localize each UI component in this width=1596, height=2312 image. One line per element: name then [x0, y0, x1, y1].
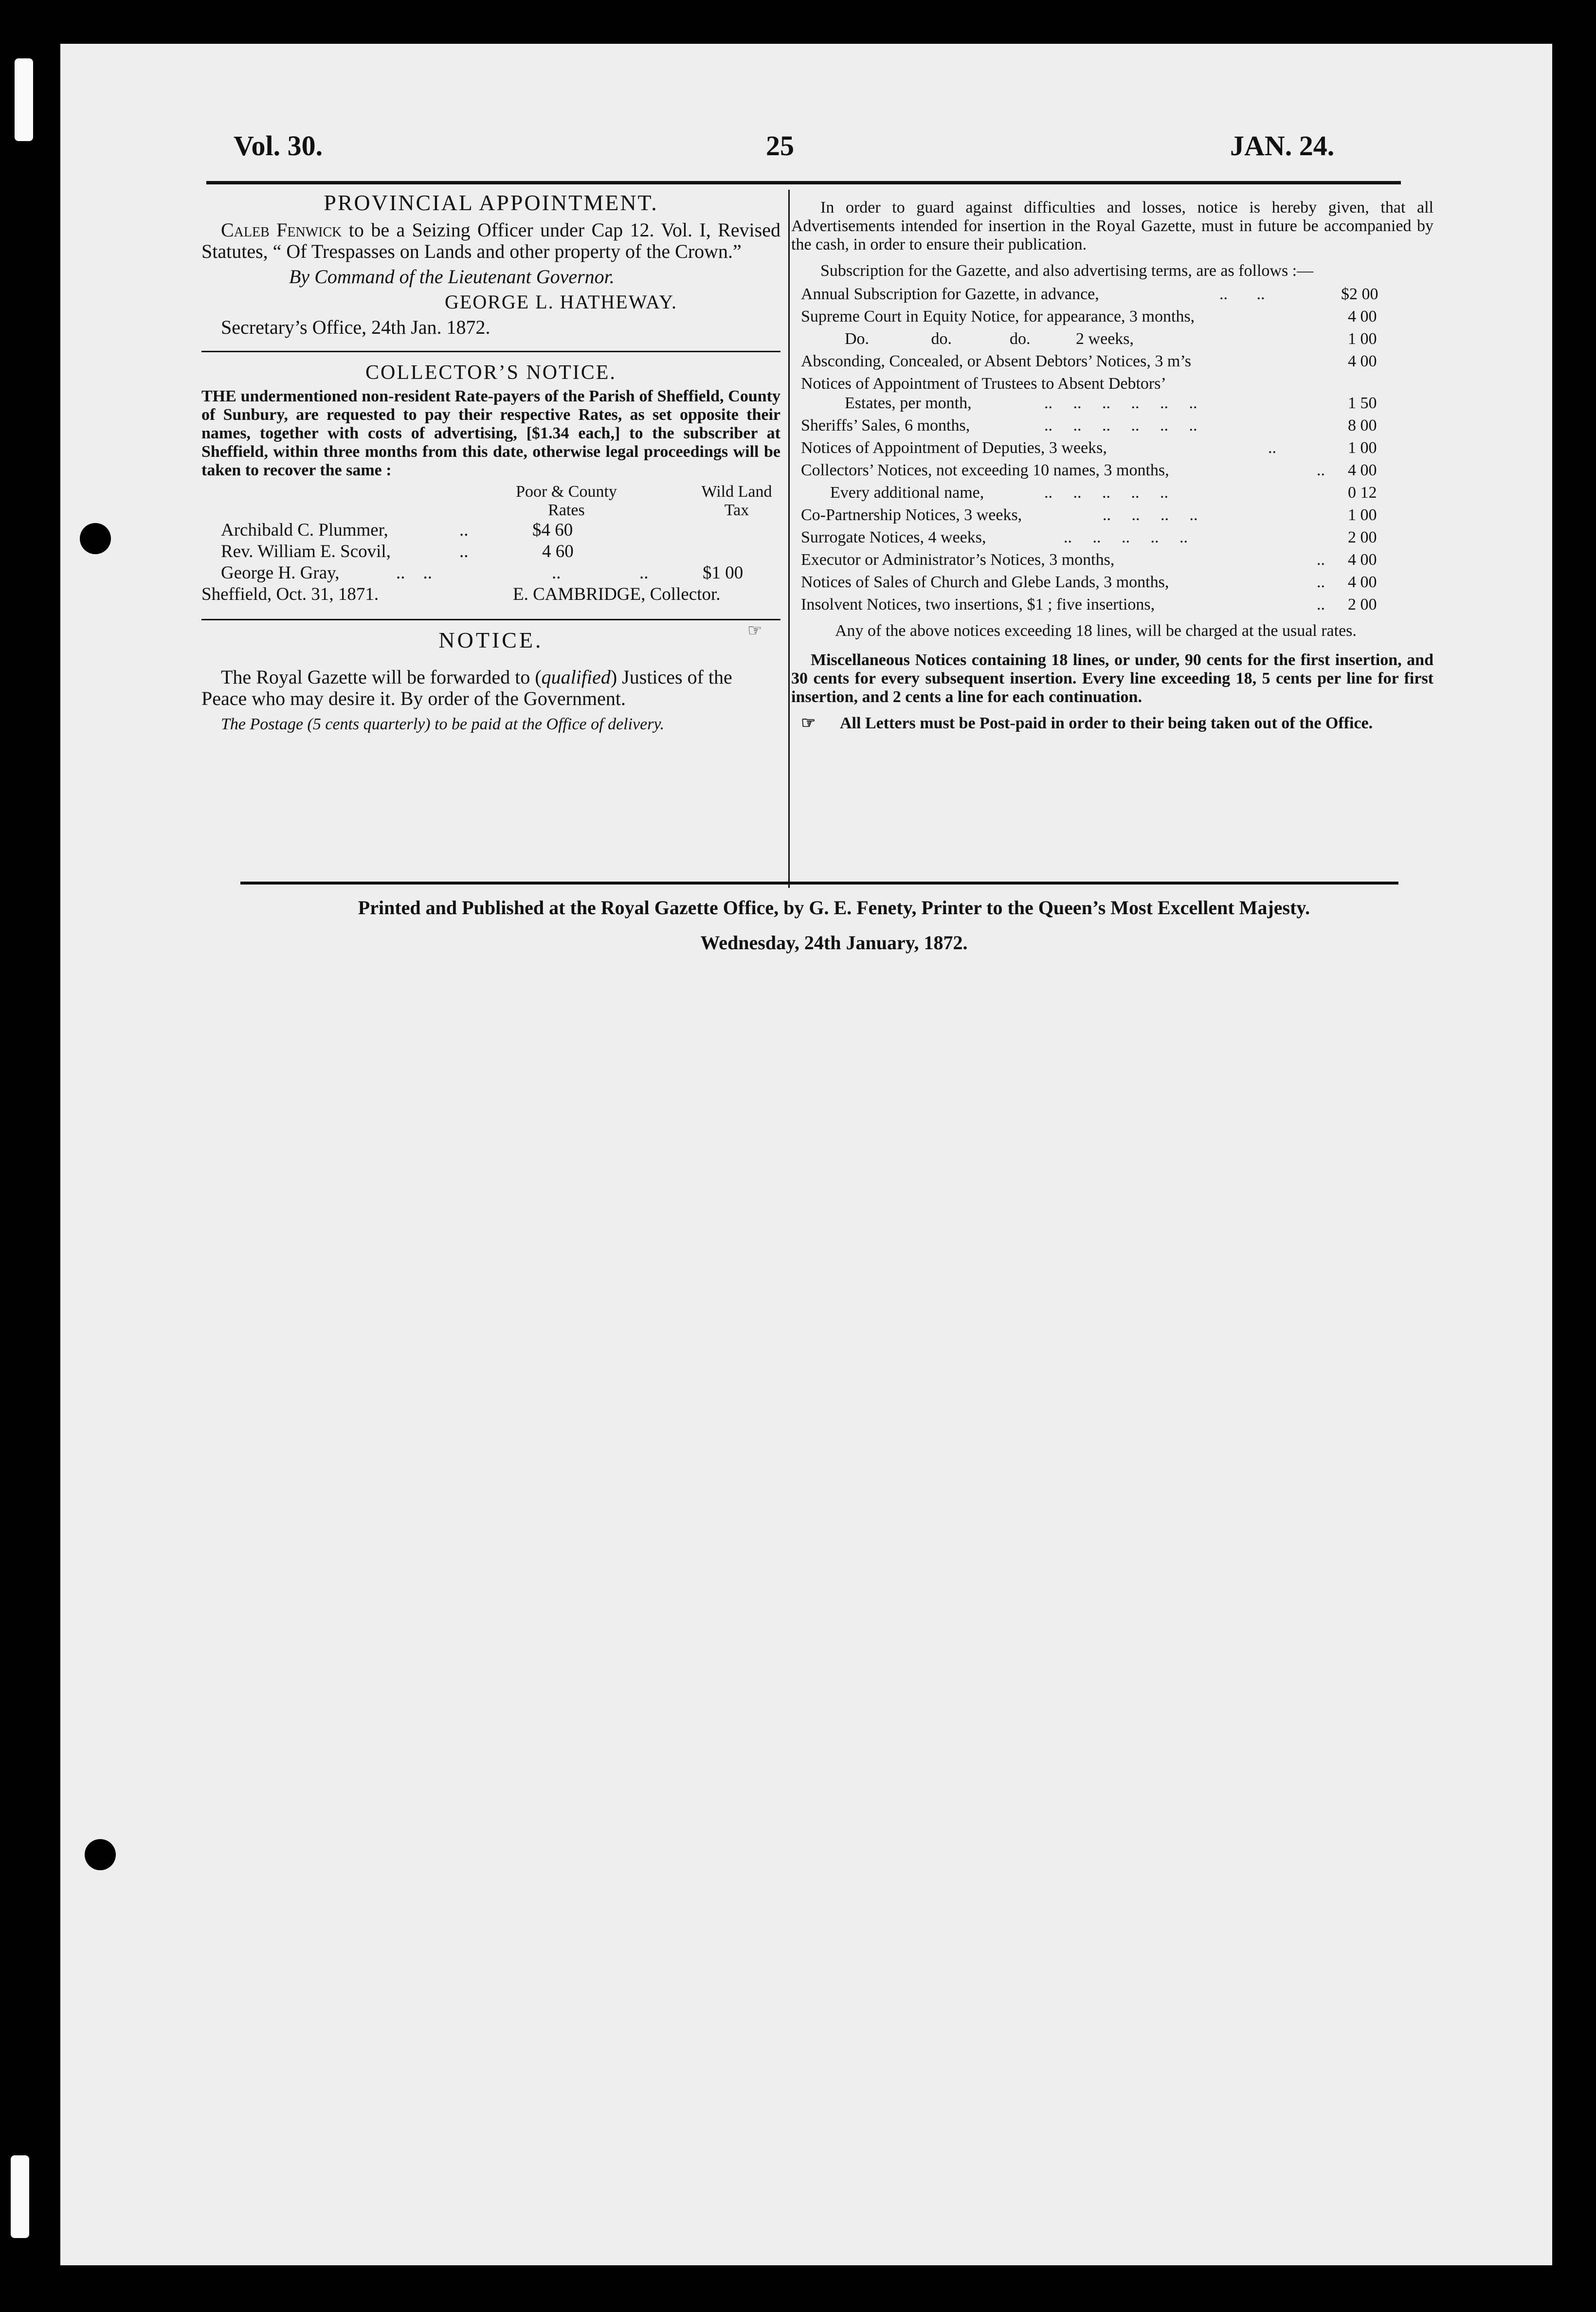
appointment-title: PROVINCIAL APPOINTMENT.: [324, 190, 658, 215]
fee-row: Surrogate Notices, 4 weeks, .. .. .. .. .. 2 00: [801, 528, 1377, 546]
punch-hole-top: [80, 523, 111, 554]
col-header-poor: Poor & County Rates: [516, 483, 617, 519]
pointing-hand-icon: ☞: [747, 622, 762, 640]
fee-row: Notices of Sales of Church and Glebe Lands, 3 months, .. 4 00: [801, 573, 1377, 591]
fee-row: Notices of Appointment of Trustees to Absent Debtors’: [801, 375, 1166, 393]
publication-date: Wednesday, 24th January, 1872.: [700, 932, 968, 954]
fee-row: Do. do. do. 2 weeks, 1 00: [845, 330, 1377, 348]
rate-table: [201, 483, 780, 604]
fee-table: [791, 285, 1433, 618]
fee-row: Co-Partnership Notices, 3 weeks, .. .. .. .. 1 00: [801, 506, 1377, 524]
notice-text: The Royal Gazette will be forwarded to (qualified) Justices of the Peace who may desire it. By order of the Government.: [201, 666, 732, 709]
fee-row: Insolvent Notices, two insertions, $1 ; five insertions, .. 2 00: [801, 596, 1377, 614]
printer-line: Printed and Published at the Royal Gazette Office, by G. E. Fenety, Printer to the Queen’s Most Excellent Majesty.: [358, 897, 1310, 919]
fee-row: Sheriffs’ Sales, 6 months, .. .. .. .. .. .. 8 00: [801, 416, 1377, 434]
misc-notices: Miscellaneous Notices containing 18 lines, or under, 90 cents for the first insertion, and 30 cents for every subsequent insertion. Every line exceeding 18, 5 cents per line for first insertion, and 2 cents a line for each continuation.: [791, 651, 1433, 706]
table-row: Rev. William E. Scovil, .. 4 60: [221, 542, 574, 561]
advert-intro: In order to guard against difficulties and losses, notice is hereby given, that all Advertisements intended for insertion in the Royal Gazette, must in future be accompanied by the cash, in order to ensure their publication.: [791, 199, 1433, 253]
section-rule-2: [201, 619, 780, 620]
fee-row: Every additional name, .. .. .. .. .. 0 12: [830, 484, 1377, 502]
postage-note: The Postage (5 cents quarterly) to be paid at the Office of delivery.: [221, 715, 665, 733]
exceeding-note: ☞ Any of the above notices exceeding 18 lines, will be charged at the usual rates.: [747, 622, 1357, 640]
subscription-intro: Subscription for the Gazette, and also advertising terms, are as follows :—: [820, 262, 1314, 280]
fee-row: Supreme Court in Equity Notice, for appearance, 3 months, 4 00: [801, 307, 1377, 325]
fee-row: Annual Subscription for Gazette, in advance, .. .. $2 00: [801, 285, 1378, 303]
fee-row: Estates, per month, .. .. .. .. .. .. 1 50: [845, 394, 1377, 412]
section-rule-1: [201, 351, 780, 352]
header-rule: [206, 181, 1401, 184]
page-number: 25: [766, 130, 794, 162]
col-header-wild: Wild Land Tax: [701, 483, 772, 519]
table-row: George H. Gray, .. .. .. .. $1 00: [221, 563, 744, 583]
footer-rule: [240, 882, 1398, 885]
letters-note: ☞ All Letters must be Post-paid in order to their being taken out of the Office.: [791, 714, 1433, 733]
punch-hole-bottom: [85, 1839, 116, 1870]
fee-row: Absconding, Concealed, or Absent Debtors’ Notices, 3 m’s 4 00: [801, 352, 1377, 370]
table-row: Archibald C. Plummer, .. $4 60: [221, 520, 573, 540]
collector-text: THE undermentioned non-resident Rate-payers of the Parish of Sheffield, County of Sunbury, are requested to pay their respective Rates, as set opposite their names, together with costs of advertising, [$1.34 each,] to the subscriber at Sheffield, within three months from this date, otherwise legal proceedings will be taken to recover the same :: [201, 387, 780, 479]
notice-title: NOTICE.: [438, 628, 544, 652]
left-column: [201, 190, 780, 734]
issue-date: JAN. 24.: [1230, 130, 1335, 162]
collector-title: COLLECTOR’S NOTICE.: [365, 361, 617, 384]
column-divider: [788, 190, 790, 888]
pointing-hand-icon: ☞: [801, 714, 816, 732]
command-line: By Command of the Lieutenant Governor.: [289, 266, 615, 288]
signer-name: GEORGE L. HATHEWAY.: [445, 291, 677, 313]
rate-rows: [201, 520, 780, 605]
document-page: [60, 44, 1552, 2265]
fee-row: Notices of Appointment of Deputies, 3 weeks, .. 1 00: [801, 439, 1377, 457]
fee-row: Executor or Administrator’s Notices, 3 months, .. 4 00: [801, 551, 1377, 569]
collector-signature-row: Sheffield, Oct. 31, 1871. E. CAMBRIDGE, Collector.: [201, 584, 721, 604]
appointee-name: Caleb Fenwick: [221, 219, 342, 241]
volume-label: Vol. 30.: [234, 130, 323, 162]
fee-row: Collectors’ Notices, not exceeding 10 names, 3 months, .. 4 00: [801, 461, 1377, 479]
right-column: [747, 199, 1433, 733]
film-tab-bottom: [11, 2155, 29, 2238]
film-tab-top: [15, 58, 33, 141]
secretary-office-line: Secretary’s Office, 24th Jan. 1872.: [221, 316, 490, 338]
appointment-text: Caleb Fenwick to be a Seizing Officer under Cap 12. Vol. I, Revised Statutes, “ Of Trespasses on Lands and other property of the Crown.”: [201, 219, 780, 262]
